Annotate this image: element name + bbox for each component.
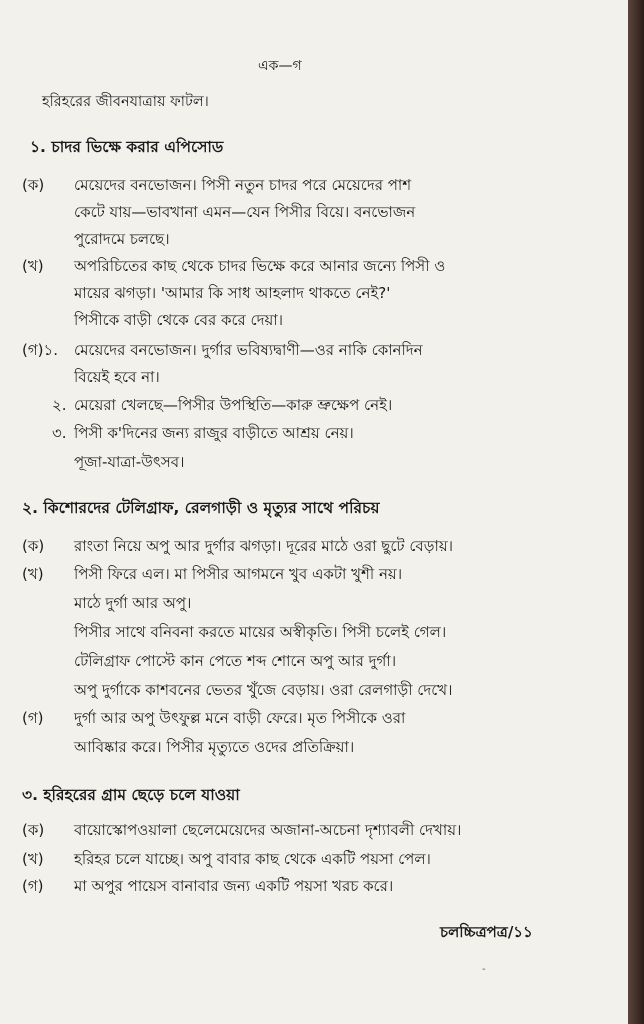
item-label: (খ) <box>22 850 44 868</box>
item-line: মা অপুর পায়েস বানাবার জন্য একটি পয়সা খরচ করে। <box>74 877 394 895</box>
section-heading: ২. কিশোরদের টেলিগ্রাফ, রেলগাড়ী ও মৃত্যুর সাথে পরিচয় <box>22 499 380 517</box>
item-line: পিসীর সাথে বনিবনা করতে মায়ের অস্বীকৃতি। পিসী চলেই গেল। <box>74 623 447 641</box>
item-line: অপরিচিতের কাছ থেকে চাদর ভিক্ষে করে আনার জন্যে পিসী ও <box>74 257 446 275</box>
section-heading: ১. চাদর ভিক্ষে করার এপিসোড <box>30 138 224 156</box>
item-line: অপু দুর্গাকে কাশবনের ভেতর খুঁজে বেড়ায়। ওরা রেলগাড়ী দেখে। <box>74 681 453 699</box>
footer-mark: - <box>482 964 486 975</box>
item-line: মেয়েদের বনভোজন। পিসী নতুন চাদর পরে মেয়েদের পাশ <box>74 176 412 194</box>
item-label: (ক) <box>22 821 45 839</box>
item-line: বিয়েই হবে না। <box>74 368 160 386</box>
page-subtitle: হরিহরের জীবনযাত্রায় ফাটল। <box>42 94 209 110</box>
item-line: হরিহর চলে যাচ্ছে। অপু বাবার কাছ থেকে একটি পয়সা পেল। <box>74 850 431 868</box>
item-line: মেয়েদের বনভোজন। দুর্গার ভবিষ্যদ্বাণী—ওর নাকি কোনদিন <box>74 341 423 359</box>
section-heading: ৩. হরিহরের গ্রাম ছেড়ে চলে যাওয়া <box>22 786 240 804</box>
item-line: টেলিগ্রাফ পোস্টে কান পেতে শব্দ শোনে অপু আর দুর্গা। <box>74 652 397 670</box>
item-label: (খ) <box>22 257 44 275</box>
item-label: (ক) <box>22 537 45 555</box>
item-line: কেটে যায়—ভাবখানা এমন—যেন পিসীর বিয়ে। বনভোজন <box>74 203 416 221</box>
item-line: পিসী ফিরে এল। মা পিসীর আগমনে খুব একটা খুশী নয়। <box>74 565 403 583</box>
item-label: ৩. <box>52 424 67 442</box>
item-line: মেয়েরা খেলছে—পিসীর উপস্থিতি—কারু ভ্রুক্ষেপ নেই। <box>74 396 393 414</box>
page-edge-shadow <box>628 0 644 1024</box>
item-line: পিসী ক'দিনের জন্য রাজুর বাড়ীতে আশ্রয় নেয়। <box>74 424 354 442</box>
item-line: বায়োস্কোপওয়ালা ছেলেমেয়েদের অজানা-অচেনা দৃশ্যাবলী দেখায়। <box>74 821 462 839</box>
item-label: (ক) <box>22 176 45 194</box>
item-label: (গ) <box>22 709 44 727</box>
item-line: রাংতা নিয়ে অপু আর দুর্গার ঝগড়া। দূরের মাঠে ওরা ছুটে বেড়ায়। <box>74 537 454 555</box>
item-line: আবিষ্কার করে। পিসীর মৃত্যুতে ওদের প্রতিক্রিয়া। <box>74 738 355 756</box>
item-label: (গ) <box>22 877 44 895</box>
item-label: ২. <box>52 396 67 414</box>
item-line: পূজা-যাত্রা-উৎসব। <box>74 453 185 471</box>
item-line: মাঠে দুর্গা আর অপু। <box>74 594 192 612</box>
item-line: দুর্গা আর অপু উৎফুল্ল মনে বাড়ী ফেরে। মৃত পিসীকে ওরা <box>74 709 406 727</box>
item-label: (গ)১. <box>22 341 59 359</box>
page-header: এক—গ <box>258 58 302 74</box>
item-line: মায়ের ঝগড়া। 'আমার কি সাধ আহলাদ থাকতে নেই?' <box>74 284 391 302</box>
item-label: (খ) <box>22 565 44 583</box>
item-line: পুরোদমে চলছে। <box>74 230 170 248</box>
item-line: পিসীকে বাড়ী থেকে বের করে দেয়া। <box>74 311 284 329</box>
page-footer: চলচ্চিত্রপত্র/১১ <box>440 923 533 941</box>
